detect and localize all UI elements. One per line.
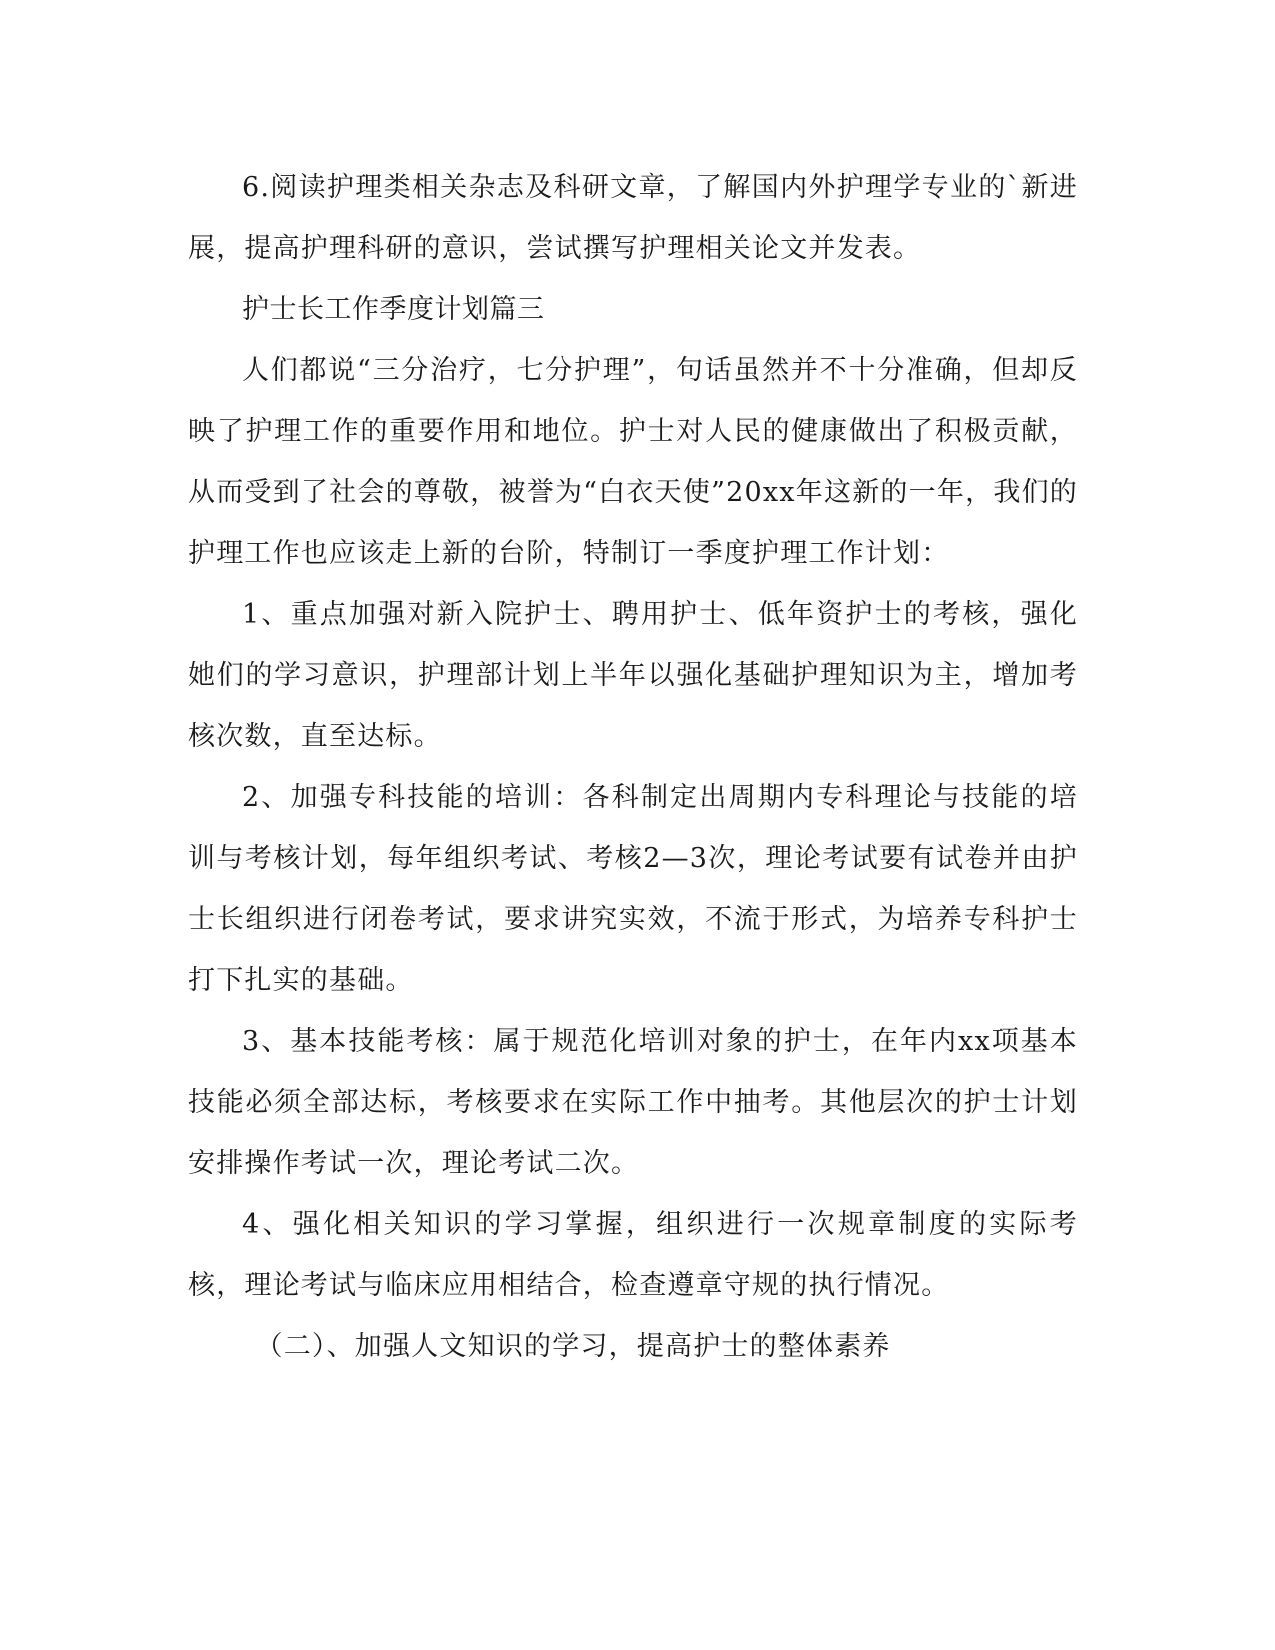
paragraph-item-2: 2、加强专科技能的培训：各科制定出周期内专科理论与技能的培训与考核计划，每年组织考试、考核2—3次，理论考试要有试卷并由护士长组织进行闭卷考试，要求讲究实效，不流于形式，为培养专科护士打下扎实的基础。	[188, 782, 1078, 996]
paragraph-item-6: 6.阅读护理类相关杂志及科研文章，了解国内外护理学专业的`新进展，提高护理科研的意识，尝试撰写护理相关论文并发表。	[188, 172, 1078, 264]
section-heading: 护士长工作季度计划篇三	[242, 294, 545, 325]
subsection-heading: （二）、加强人文知识的学习，提高护士的整体素养	[255, 1331, 891, 1362]
paragraph-item-1: 1、重点加强对新入院护士、聘用护士、低年资护士的考核，强化她们的学习意识，护理部计划上半年以强化基础护理知识为主，增加考核次数，直至达标。	[188, 599, 1078, 752]
paragraph-item-3: 3、基本技能考核：属于规范化培训对象的护士，在年内xx项基本技能必须全部达标，考核要求在实际工作中抽考。其他层次的护士计划安排操作考试一次，理论考试二次。	[188, 1026, 1078, 1179]
intro-paragraph: 人们都说“三分治疗，七分护理”，句话虽然并不十分准确，但却反映了护理工作的重要作用和地位。护士对人民的健康做出了积极贡献，从而受到了社会的尊敬，被誉为“白衣天使”20xx年这新的一年，我们的护理工作也应该走上新的台阶，特制订一季度护理工作计划：	[188, 355, 1078, 569]
paragraph-item-4: 4、强化相关知识的学习掌握，组织进行一次规章制度的实际考核，理论考试与临床应用相结合，检查遵章守规的执行情况。	[188, 1209, 1078, 1301]
document-body	[188, 157, 1078, 1377]
